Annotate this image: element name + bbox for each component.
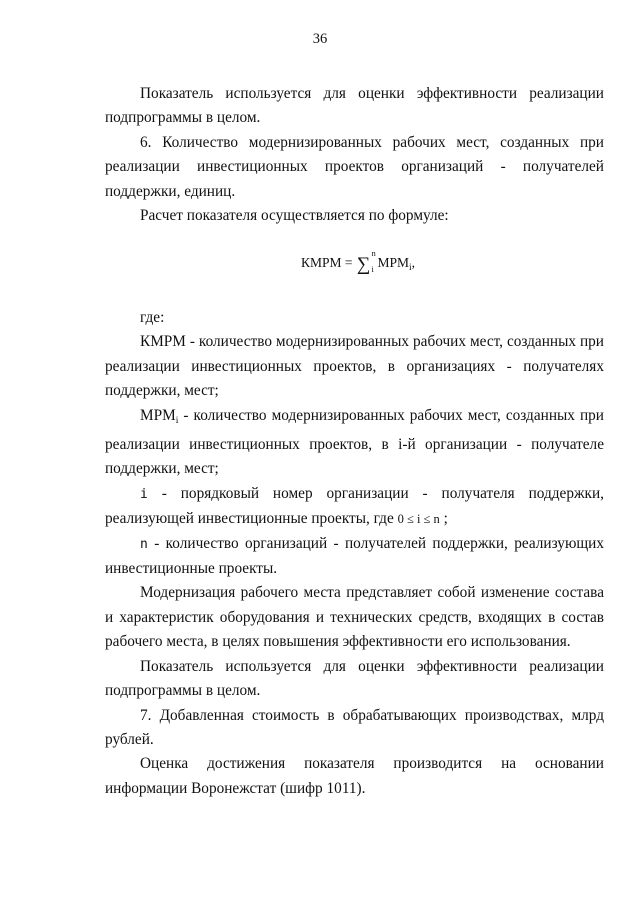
paragraph-modernization: Модернизация рабочего места представляет собой изменение состава и характеристик оборудования и технических средств, входящих в состав рабочего места, в целях повышения эффективности его использования.: [105, 584, 604, 651]
formula-term: МРМ: [377, 255, 409, 270]
formula: [301, 248, 415, 276]
definition-n: [105, 532, 604, 582]
definition-mrm: [105, 404, 604, 482]
text-block-top: [105, 82, 604, 228]
n-symbol: n: [140, 536, 148, 552]
paragraph-formula-intro: Расчет показателя осуществляется по формуле:: [140, 207, 449, 225]
paragraph-assessment: Оценка достижения показателя производится на основании информации Воронежстат (шифр 1011).: [105, 755, 604, 797]
formula-sum-sign: ∑: [356, 254, 371, 275]
formula-tail: ,: [411, 255, 415, 270]
mrm-symbol: МРМ: [140, 406, 176, 424]
i-tail: ;: [439, 510, 448, 528]
paragraph-indicator-usage-2: Показатель используется для оценки эффективности реализации подпрограммы в целом.: [105, 657, 604, 700]
i-symbol: i: [140, 486, 148, 502]
formula-limits: [371, 248, 377, 274]
mrm-subscript: i: [175, 415, 179, 426]
formula-equals: =: [344, 255, 353, 270]
paragraph-indicator-usage: Показатель используется для оценки эффективности реализации подпрограммы в целом.: [105, 85, 604, 127]
formula-upper-limit: n: [371, 248, 376, 258]
formula-term-subscript: i: [408, 263, 412, 273]
text-block-bottom: [105, 306, 604, 801]
paragraph-indicator-7: 7. Добавленная стоимость в обрабатывающих производствах, млрд рублей.: [105, 706, 604, 748]
i-text: - порядковый номер организации - получателя поддержки, реализующей инвестиционные проекты, где: [105, 484, 604, 528]
paragraph-where: где:: [140, 309, 165, 326]
mrm-text: - количество модернизированных рабочих мест, созданных при реализации инвестиционных проектов, в i-й организации - получателе поддержки, мест;: [105, 406, 604, 478]
formula-lhs: КМРМ: [301, 255, 342, 270]
definition-kmrm: КМРМ - количество модернизированных рабочих мест, созданных при реализации инвестиционных проектов, в организациях - получателях поддержки, мест;: [105, 333, 604, 400]
formula-lower-limit: i: [371, 264, 374, 274]
paragraph-indicator-6: 6. Количество модернизированных рабочих мест, созданных при реализации инвестиционных проектов организаций - получателей поддержки, единиц.: [105, 133, 604, 200]
n-text: - количество организаций - получателей поддержки, реализующих инвестиционные проекты.: [105, 534, 604, 578]
i-inequality: 0 ≤ i ≤ n: [397, 512, 440, 527]
definition-i: [105, 482, 604, 532]
page-number: 36: [312, 31, 328, 47]
